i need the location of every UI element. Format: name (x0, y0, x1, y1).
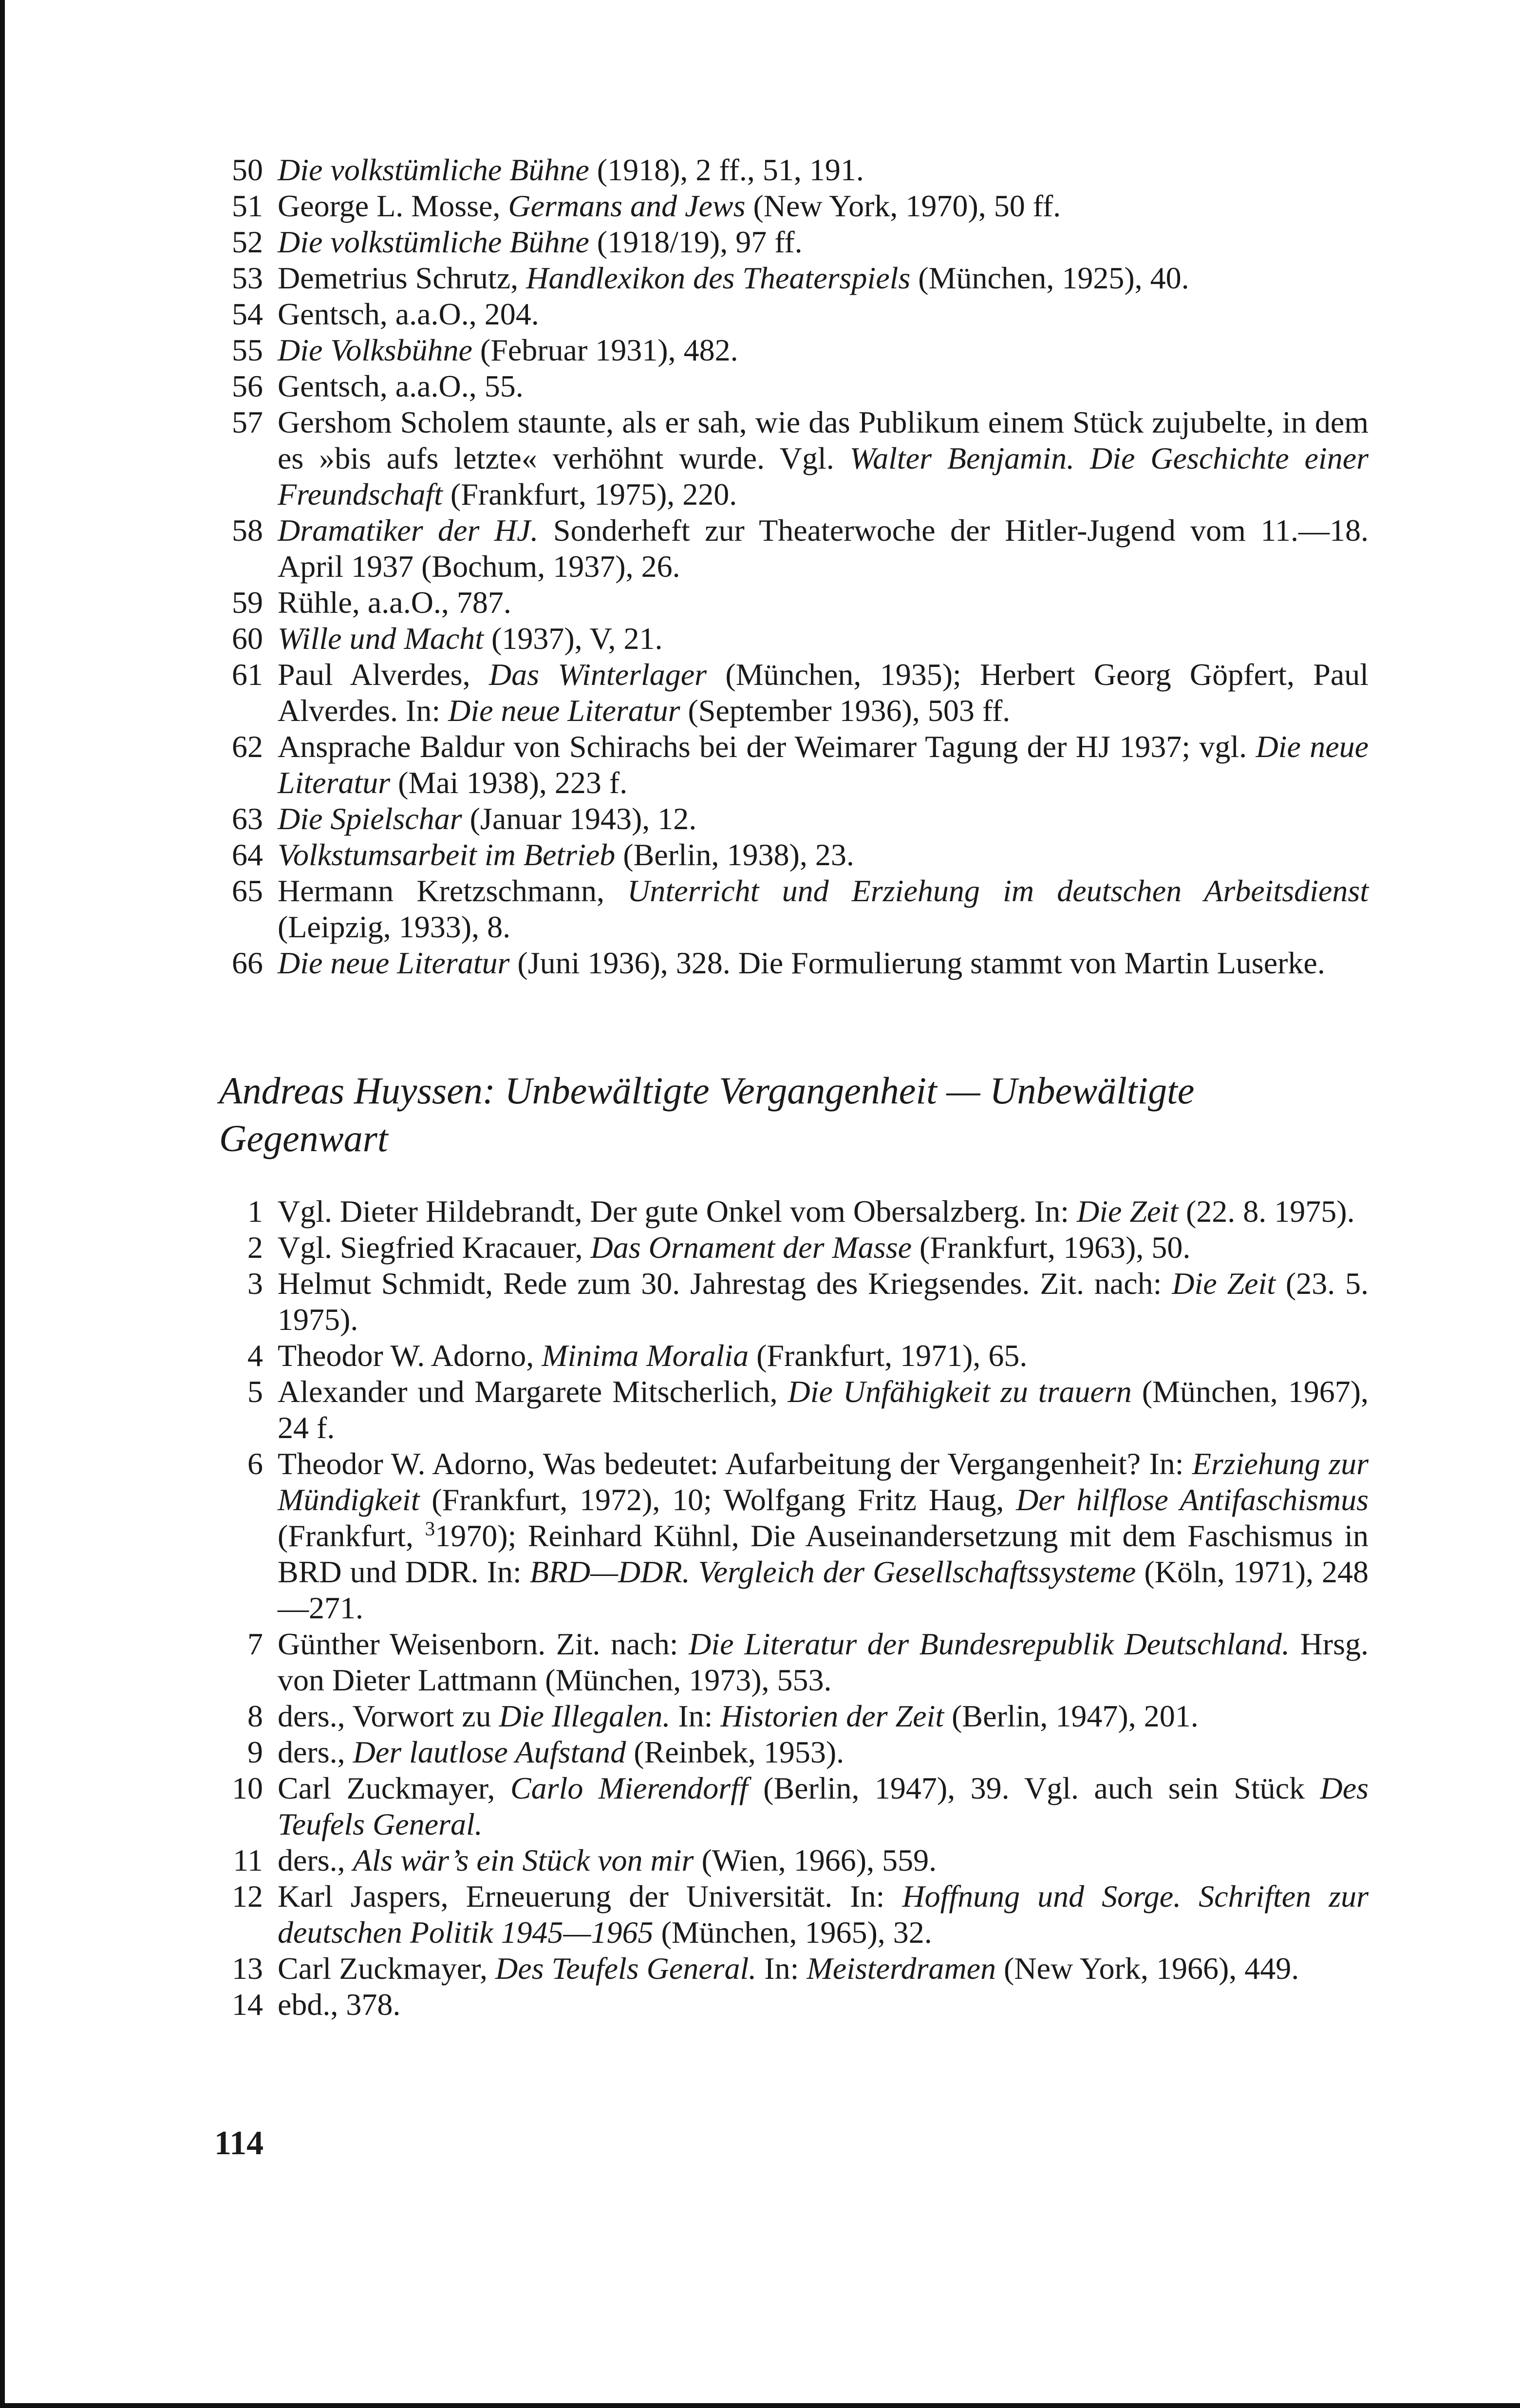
footnote (214, 1878, 1377, 1951)
footnote-number: 8 (247, 1699, 263, 1733)
footnote-text (278, 1698, 1369, 1734)
footnote (214, 296, 1369, 332)
section-heading-line-1: Andreas Huyssen: Unbewältigte Vergangenheit — Unbewältigte (219, 1069, 1195, 1112)
footnote-text (278, 1266, 1377, 1338)
footnote-title-italic: Die neue Literatur (278, 946, 510, 980)
footnote-text-segment: Theodor W. Adorno, (278, 1338, 542, 1373)
footnote-number: 61 (232, 657, 263, 692)
footnote-number: 7 (247, 1627, 263, 1661)
footnote-text-segment: (Frankfurt, (278, 1482, 1377, 1553)
footnote-title-italic: Die Unfähigkeit zu trauern (788, 1374, 1132, 1409)
footnote (214, 729, 1377, 801)
footnote-text (278, 873, 1377, 945)
footnote-text (278, 1194, 1369, 1230)
footnote (214, 801, 1369, 837)
footnote-text (278, 224, 1369, 260)
footnote-title-italic: Handlexikon des Theaterspiels (526, 261, 911, 295)
footnote-text (278, 1734, 1369, 1770)
footnote-number: 4 (247, 1338, 263, 1373)
footnote-title-italic: Das Ornament der Masse (590, 1230, 912, 1265)
footnote-number: 50 (232, 152, 263, 187)
footnote (214, 1951, 1369, 1987)
footnote-text-segment: (September 1936), 503 ff. (680, 693, 1011, 728)
footnote (214, 657, 1375, 729)
footnotes-block-1 (214, 152, 1377, 981)
footnote-title-italic: Dramatiker der HJ. (278, 513, 539, 548)
footnote-text (278, 296, 1369, 332)
footnote-title-italic: Als wär’s ein Stück von mir (353, 1843, 694, 1877)
footnote-title-italic: Walter Benjamin. Die Geschichte einer Freundschaft (278, 441, 1377, 512)
footnote (214, 1770, 1377, 1842)
footnote-text (278, 368, 1369, 404)
footnote (214, 368, 1369, 404)
footnote-text (278, 332, 1369, 368)
footnote-number: 13 (232, 1951, 263, 1986)
footnote-text (278, 1842, 1369, 1878)
footnote-number: 2 (247, 1230, 263, 1265)
footnote-text-segment: (Frankfurt, 1975), 220. (442, 477, 737, 512)
section-heading (219, 1067, 1373, 1162)
footnote-text-segment: (1918), 2 ff., 51, 191. (589, 152, 864, 187)
footnote-text-segment: 3 (425, 1517, 435, 1540)
footnote-text-segment: Günther Weisenborn. Zit. nach: (278, 1627, 689, 1661)
footnote-title-italic: Unterricht und Erziehung im deutschen Arbeitsdienst (627, 873, 1369, 908)
footnote-text-segment: Hrsg. von Dieter Lattmann (München, 1973), 553. (278, 1627, 1377, 1697)
page-number: 114 (214, 2124, 264, 2162)
section-heading-line-2: Gegenwart (219, 1117, 388, 1159)
footnote-title-italic: Volkstumsarbeit im Betrieb (278, 837, 616, 872)
footnote-text-segment: (Berlin, 1938), 23. (615, 837, 854, 872)
footnote-text-segment: (Frankfurt, 1972), 10; Wolfgang Fritz Haug, (419, 1482, 1016, 1517)
footnote (214, 945, 1369, 981)
footnote-text-segment: ders., Vorwort zu (278, 1699, 499, 1733)
footnote-number: 9 (247, 1735, 263, 1769)
footnote-title-italic: Der lautlose Aufstand (353, 1735, 626, 1769)
footnote-number: 62 (232, 729, 263, 764)
footnote-text-segment: George L. Mosse, (278, 189, 508, 223)
footnote-number: 14 (232, 1987, 263, 2022)
footnote-text-segment: In: (756, 1951, 807, 1986)
footnote (214, 332, 1369, 368)
footnote-text-segment: Gentsch, a.a.O., 55. (278, 369, 524, 403)
footnote-title-italic: Germans and Jews (508, 189, 746, 223)
footnote (214, 1734, 1369, 1770)
footnote-text (278, 188, 1369, 224)
footnote-text-segment: (Leipzig, 1933), 8. (278, 873, 1377, 944)
footnote (214, 1338, 1369, 1374)
footnote-text-segment: Gentsch, a.a.O., 204. (278, 297, 539, 331)
footnote-text (278, 1878, 1377, 1951)
footnote (214, 1194, 1369, 1230)
footnote-text-segment: Ansprache Baldur von Schirachs bei der Weimarer Tagung der HJ 1937; vgl. (278, 729, 1256, 764)
footnote-number: 54 (232, 297, 263, 331)
footnote-title-italic: Erziehung zur Mündigkeit (278, 1446, 1377, 1517)
footnote-number: 52 (232, 225, 263, 259)
footnote-text-segment: (Berlin, 1947), 39. Vgl. auch sein Stück (748, 1771, 1320, 1805)
footnote-text-segment: (New York, 1966), 449. (996, 1951, 1299, 1986)
footnote-text (278, 945, 1369, 981)
footnote-number: 56 (232, 369, 263, 403)
footnote-number: 64 (232, 837, 263, 872)
footnote-text-segment: (Februar 1931), 482. (472, 333, 738, 367)
footnote-number: 5 (247, 1374, 263, 1409)
footnote-text-segment: Gershom Scholem staunte, als er sah, wie das Publikum einem Stück zujubelte, in dem es »bis aufs letzte« verhöhnt wurde. Vgl. (278, 405, 1376, 475)
footnote-number: 1 (247, 1194, 263, 1229)
footnote (214, 837, 1369, 873)
footnote-text-segment: (München, 1965), 32. (653, 1915, 932, 1950)
footnote-text-segment: (München, 1935); Herbert Georg Göpfert, Paul Alverdes. In: (278, 657, 1375, 728)
footnote-text (278, 1951, 1369, 1987)
footnote-text (278, 1446, 1377, 1626)
footnote-text (278, 1374, 1377, 1446)
footnote-text-segment: (Juni 1936), 328. Die Formulierung stammt von Martin Luserke. (509, 946, 1325, 980)
footnote-title-italic: Die volkstümliche Bühne (278, 152, 589, 187)
footnote-text-segment: Helmut Schmidt, Rede zum 30. Jahrestag des Kriegsendes. Zit. nach: (278, 1266, 1172, 1301)
footnote-number: 53 (232, 261, 263, 295)
footnote-text-segment: Carl Zuckmayer, (278, 1771, 510, 1805)
footnote (214, 512, 1375, 585)
footnote-text (278, 1626, 1377, 1698)
footnotes-block-2 (214, 1194, 1377, 2023)
footnote-title-italic: Die Spielschar (278, 801, 462, 836)
footnote-title-italic: Des Teufels General. (278, 1771, 1377, 1841)
footnote-number: 60 (232, 621, 263, 656)
footnote-number: 6 (247, 1446, 263, 1481)
footnote-text (278, 585, 1369, 621)
footnote-text-segment: Hermann Kretzschmann, (278, 873, 628, 908)
footnote-text-segment: (Frankfurt, 1963), 50. (912, 1230, 1191, 1265)
footnote (214, 188, 1369, 224)
footnote-title-italic: Minima Moralia (542, 1338, 749, 1373)
footnote-title-italic: Hoffnung und Sorge. Schriften zur deutschen Politik 1945—1965 (278, 1879, 1377, 1950)
footnote-number: 65 (232, 873, 263, 908)
footnote-number: 59 (232, 585, 263, 620)
footnote-title-italic: Die volkstümliche Bühne (278, 225, 589, 259)
footnote-text (278, 1770, 1377, 1842)
footnote-title-italic: Des Teufels General. (495, 1951, 757, 1986)
footnote (214, 1698, 1369, 1734)
footnote-text-segment: Karl Jaspers, Erneuerung der Universität. In: (278, 1879, 902, 1914)
footnote-text-segment: ebd., 378. (278, 1987, 401, 2022)
footnote-text (278, 837, 1369, 873)
footnote-text (278, 801, 1369, 837)
footnote (214, 1987, 1369, 2023)
footnote (214, 1842, 1369, 1878)
footnote-title-italic: Die neue Literatur (448, 693, 680, 728)
footnote (214, 224, 1369, 260)
footnote-text-segment: (Mai 1938), 223 f. (390, 765, 628, 800)
footnote-title-italic: Die Volksbühne (278, 333, 472, 367)
footnote-title-italic: Die Zeit (1172, 1266, 1276, 1301)
footnote-text-segment: (1937), V, 21. (484, 621, 663, 656)
footnote-text-segment: ders., (278, 1843, 353, 1877)
footnote-number: 57 (232, 405, 263, 439)
footnote-text (278, 152, 1369, 188)
footnote (214, 1266, 1377, 1338)
footnote-text-segment: Carl Zuckmayer, (278, 1951, 496, 1986)
footnote (214, 621, 1369, 657)
footnote-title-italic: Die Zeit (1077, 1194, 1178, 1229)
footnote (214, 1374, 1377, 1446)
footnote-number: 3 (247, 1266, 263, 1301)
footnote-text (278, 404, 1377, 512)
footnote-text-segment: Vgl. Dieter Hildebrandt, Der gute Onkel vom Obersalzberg. In: (278, 1194, 1077, 1229)
footnote-title-italic: Die neue Literatur (278, 729, 1377, 800)
footnote (214, 873, 1377, 945)
footnote-title-italic: Die Illegalen. (499, 1699, 671, 1733)
footnote-number: 63 (232, 801, 263, 836)
footnote (214, 1230, 1369, 1266)
footnote-text (278, 1338, 1369, 1374)
footnote-text (278, 1230, 1369, 1266)
footnote-text-segment: (Köln, 1971), 248—271. (278, 1555, 1369, 1625)
footnote-text-segment: (22. 8. 1975). (1178, 1194, 1355, 1229)
footnote-text-segment: Vgl. Siegfried Kracauer, (278, 1230, 591, 1265)
footnote-text (278, 657, 1375, 729)
footnote-text-segment: (Reinbek, 1953). (626, 1735, 844, 1769)
footnote-text-segment: 1970); Reinhard Kühnl, Die Auseinandersetzung mit dem Faschismus in BRD und DDR. In: (278, 1518, 1377, 1589)
footnote-text-segment: ders., (278, 1735, 353, 1769)
footnote-text-segment: (1918/19), 97 ff. (589, 225, 803, 259)
footnote-text-segment: Paul Alverdes, (278, 657, 489, 692)
footnote-title-italic: BRD—DDR. Vergleich der Gesellschaftssysteme (529, 1555, 1136, 1589)
footnote-text-segment: In: (670, 1699, 721, 1733)
footnote (214, 585, 1369, 621)
footnote-text (278, 1987, 1369, 2023)
footnote-text (278, 260, 1369, 296)
footnote-text-segment: (New York, 1970), 50 ff. (745, 189, 1061, 223)
footnote-text (278, 729, 1377, 801)
footnote-number: 10 (232, 1771, 263, 1805)
footnote-number: 66 (232, 946, 263, 980)
footnote-text-segment: Theodor W. Adorno, Was bedeutet: Aufarbeitung der Vergangenheit? In: (278, 1446, 1192, 1481)
footnote-title-italic: Das Winterlager (488, 657, 707, 692)
footnote-title-italic: Der hilflose Antifaschismus (1016, 1482, 1369, 1517)
footnote-text-segment: (23. 5. 1975). (278, 1266, 1377, 1337)
footnote-text-segment: (Berlin, 1947), 201. (944, 1699, 1199, 1733)
footnote-text-segment: Rühle, a.a.O., 787. (278, 585, 511, 620)
footnote-text-segment: (München, 1967), 24 f. (278, 1374, 1377, 1445)
footnote-number: 51 (232, 189, 263, 223)
footnote-text-segment: (München, 1925), 40. (910, 261, 1189, 295)
footnote-number: 12 (232, 1879, 263, 1914)
footnote (214, 1446, 1377, 1626)
footnote-title-italic: Historien der Zeit (720, 1699, 944, 1733)
footnote-title-italic: Carlo Mierendorff (510, 1771, 748, 1805)
footnote-text-segment: Demetrius Schrutz, (278, 261, 526, 295)
footnote (214, 404, 1377, 512)
footnote-text-segment: (Januar 1943), 12. (462, 801, 697, 836)
footnote-number: 11 (233, 1843, 263, 1877)
footnote (214, 260, 1369, 296)
footnote-text (278, 512, 1375, 585)
footnote-number: 55 (232, 333, 263, 367)
footnote-text-segment: (Wien, 1966), 559. (694, 1843, 937, 1877)
footnote (214, 1626, 1377, 1698)
footnote-text-segment: (Frankfurt, 1971), 65. (749, 1338, 1028, 1373)
footnote-text (278, 621, 1369, 657)
footnote-number: 58 (232, 513, 263, 548)
footnote-title-italic: Die Literatur der Bundesrepublik Deutschland. (689, 1627, 1290, 1661)
footnote-text-segment: Sonderheft zur Theaterwoche der Hitler-Jugend vom 11.—18. April 1937 (Bochum, 1937), 26. (278, 513, 1375, 584)
footnote-title-italic: Meisterdramen (807, 1951, 996, 1986)
footnote-title-italic: Wille und Macht (278, 621, 484, 656)
footnote-text-segment: Alexander und Margarete Mitscherlich, (278, 1374, 788, 1409)
footnote (214, 152, 1369, 188)
